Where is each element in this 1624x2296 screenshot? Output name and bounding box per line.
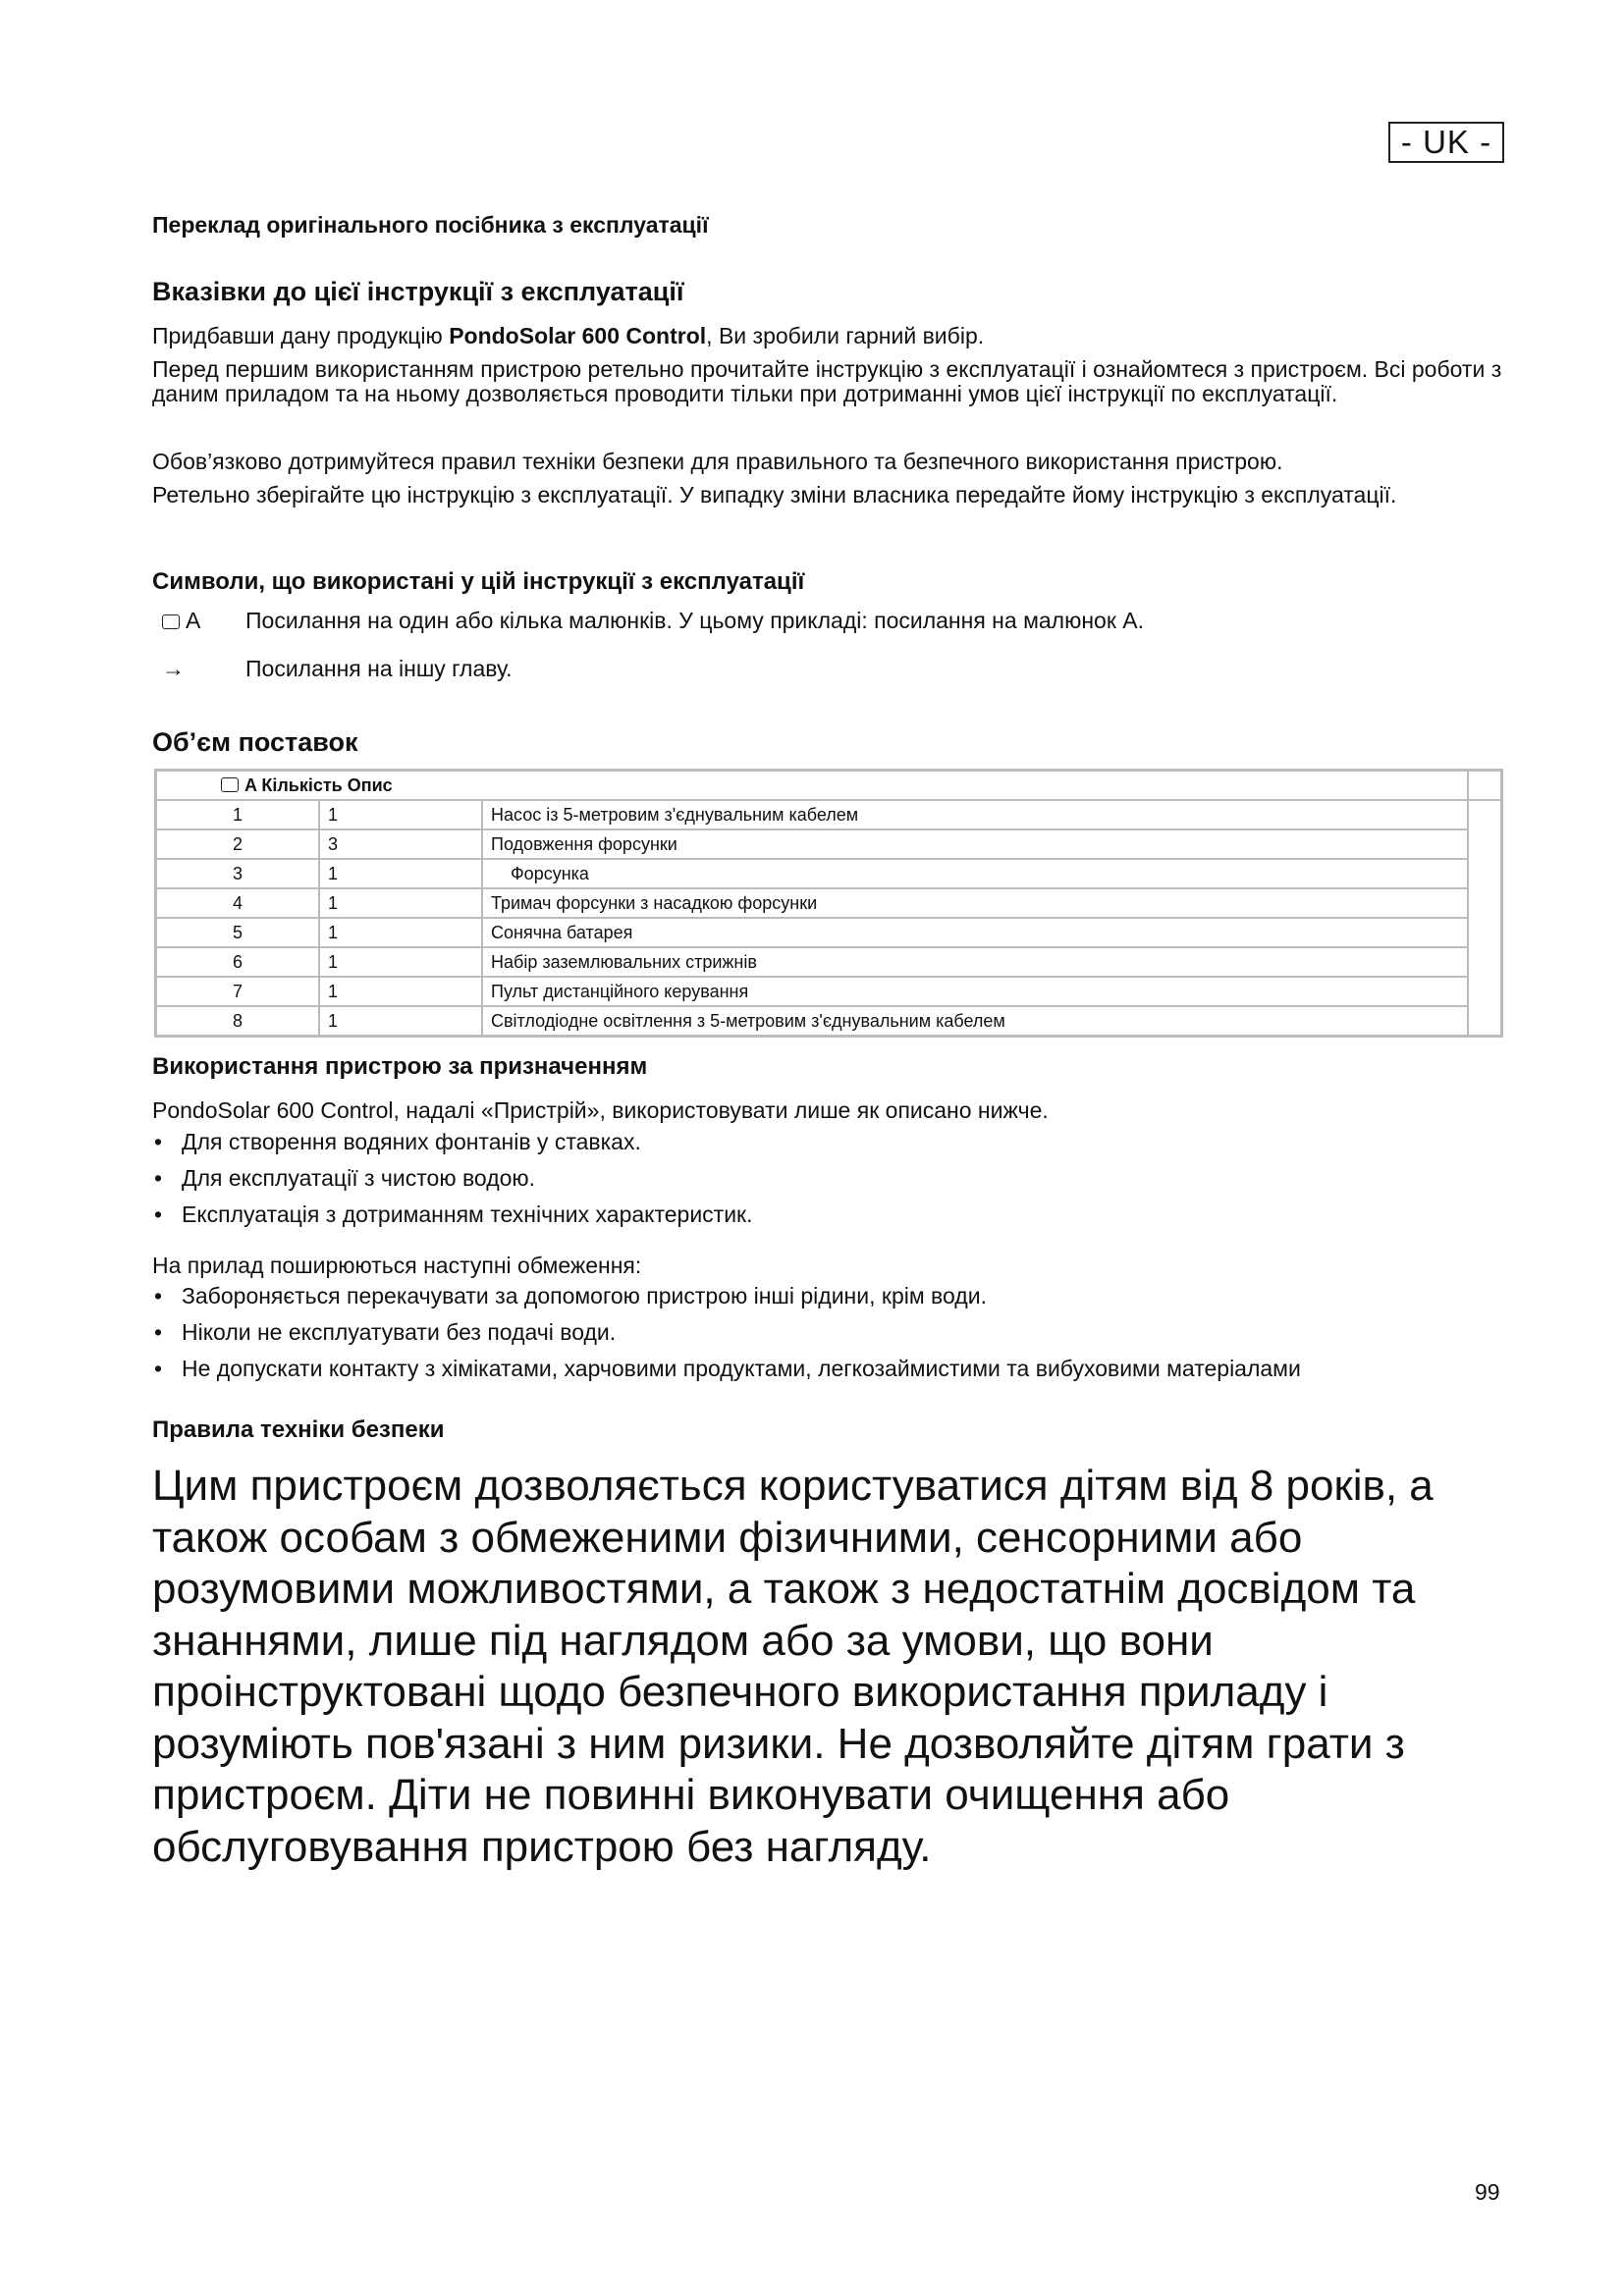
- row-a-cell: 3: [156, 859, 320, 888]
- row-qty-cell: 1: [319, 918, 482, 947]
- table-row: [156, 1006, 1502, 1037]
- intended-use-intro: PondoSolar 600 Control, надалі «Пристрій», використовувати лише як описано нижче.: [152, 1097, 1049, 1123]
- limitations-intro: На прилад поширюються наступні обмеження:: [152, 1253, 642, 1278]
- instructions-paragraph-4: Ретельно зберігайте цю інструкцію з експлуатації. У випадку зміни власника передайте йому інструкцію з експлуатації.: [152, 482, 1397, 507]
- intended-use-heading: Використання пристрою за призначенням: [152, 1053, 648, 1080]
- table-header-cell: A Кількість Опис: [156, 771, 1469, 801]
- table-row: [156, 829, 1502, 859]
- row-qty-cell: 1: [319, 947, 482, 977]
- scope-table: [154, 769, 1503, 1038]
- intro-text-before: Придбавши дану продукцію: [152, 323, 450, 348]
- figure-reference-symbol: A: [162, 608, 200, 634]
- table-row: [156, 918, 1502, 947]
- row-a-cell: 5: [156, 918, 320, 947]
- instructions-heading: Вказівки до цієї інструкції з експлуатації: [152, 277, 684, 306]
- product-name: PondoSolar 600 Control: [449, 323, 707, 348]
- instructions-paragraph-1: [152, 324, 1507, 348]
- row-a-cell: 8: [156, 1006, 320, 1037]
- table-row: [156, 859, 1502, 888]
- list-item: • Для створення водяних фонтанів у ставках.: [152, 1124, 753, 1160]
- instructions-paragraph-2: Перед першим використанням пристрою ретельно прочитайте інструкцію з експлуатації і ознайомтеся з пристроєм. Всі роботи з даним приладом та на ньому дозволяється проводити тільки при дотриманні умов цієї інструкції по експлуатації.: [152, 356, 1502, 406]
- limitations-list: [152, 1278, 1301, 1387]
- row-desc-cell: Тримач форсунки з насадкою форсунки: [482, 888, 1468, 918]
- row-qty-cell: 1: [319, 977, 482, 1006]
- list-item: • Не допускати контакту з хімікатами, харчовими продуктами, легкозаймистими та вибуховими матеріалами: [152, 1351, 1301, 1387]
- row-desc-cell: Пульт дистанційного керування: [482, 977, 1468, 1006]
- row-a-cell: 6: [156, 947, 320, 977]
- row-a-cell: 4: [156, 888, 320, 918]
- intro-text-after: , Ви зробили гарний вибір.: [706, 323, 985, 348]
- table-row: [156, 977, 1502, 1006]
- table-header-empty: [1468, 771, 1501, 801]
- row-desc-cell: Світлодіодне освітлення з 5-метровим з'єднувальним кабелем: [482, 1006, 1468, 1037]
- document-subtitle: Переклад оригінального посібника з експлуатації: [152, 212, 709, 238]
- table-row: [156, 800, 1502, 829]
- row-desc-cell: Подовження форсунки: [482, 829, 1468, 859]
- row-desc-cell: Сонячна батарея: [482, 918, 1468, 947]
- list-item: • Для експлуатації з чистою водою.: [152, 1160, 753, 1197]
- row-desc-cell: Набір заземлювальних стрижнів: [482, 947, 1468, 977]
- row-a-cell: 1: [156, 800, 320, 829]
- intended-use-list: [152, 1124, 753, 1233]
- scope-heading: Об’єм поставок: [152, 727, 358, 757]
- table-header-row: [156, 771, 1502, 801]
- language-badge: - UK -: [1388, 122, 1504, 163]
- table-row: [156, 947, 1502, 977]
- row-desc-cell: Форсунка: [482, 859, 1468, 888]
- figure-box-icon: [162, 614, 180, 629]
- chapter-reference-description: Посилання на іншу главу.: [245, 656, 513, 681]
- figure-reference-description: Посилання на один або кілька малюнків. У цьому прикладі: посилання на малюнок А.: [245, 608, 1145, 633]
- table-row: [156, 888, 1502, 918]
- list-item: • Експлуатація з дотриманням технічних характеристик.: [152, 1197, 753, 1233]
- row-a-cell: 7: [156, 977, 320, 1006]
- arrow-right-icon: →: [162, 656, 185, 681]
- figure-box-icon: [221, 777, 239, 792]
- row-qty-cell: 1: [319, 888, 482, 918]
- instructions-paragraph-3: Обов’язково дотримуйтеся правил техніки безпеки для правильного та безпечного використання пристрою.: [152, 449, 1283, 474]
- row-qty-cell: 1: [319, 1006, 482, 1037]
- row-qty-cell: 1: [319, 800, 482, 829]
- row-a-cell: 2: [156, 829, 320, 859]
- list-item: • Ніколи не експлуатувати без подачі води.: [152, 1314, 1301, 1351]
- list-item: • Забороняється перекачувати за допомогою пристрою інші рідини, крім води.: [152, 1278, 1301, 1314]
- row-desc-cell: Насос із 5-метровим з'єднувальним кабелем: [482, 800, 1468, 829]
- row-qty-cell: 1: [319, 859, 482, 888]
- row-qty-cell: 3: [319, 829, 482, 859]
- page-number: 99: [1475, 2179, 1500, 2205]
- safety-text: Цим пристроєм дозволяється користуватися дітям від 8 років, а також особам з обмеженими фізичними, сенсорними або розумовими можливостями, а також з недостатнім досвідом та знаннями, лише під наглядом або за умови, що вони проінструктовані щодо безпечного використання приладу і розуміють пов'язані з ним ризики. Не дозволяйте дітям грати з пристроєм. Діти не повинні виконувати очищення або обслуговування пристрою без нагляду.: [152, 1462, 1434, 1871]
- safety-heading: Правила техніки безпеки: [152, 1416, 445, 1443]
- symbols-heading: Символи, що використані у цій інструкції з експлуатації: [152, 568, 805, 595]
- scope-table-body: [156, 800, 1502, 1037]
